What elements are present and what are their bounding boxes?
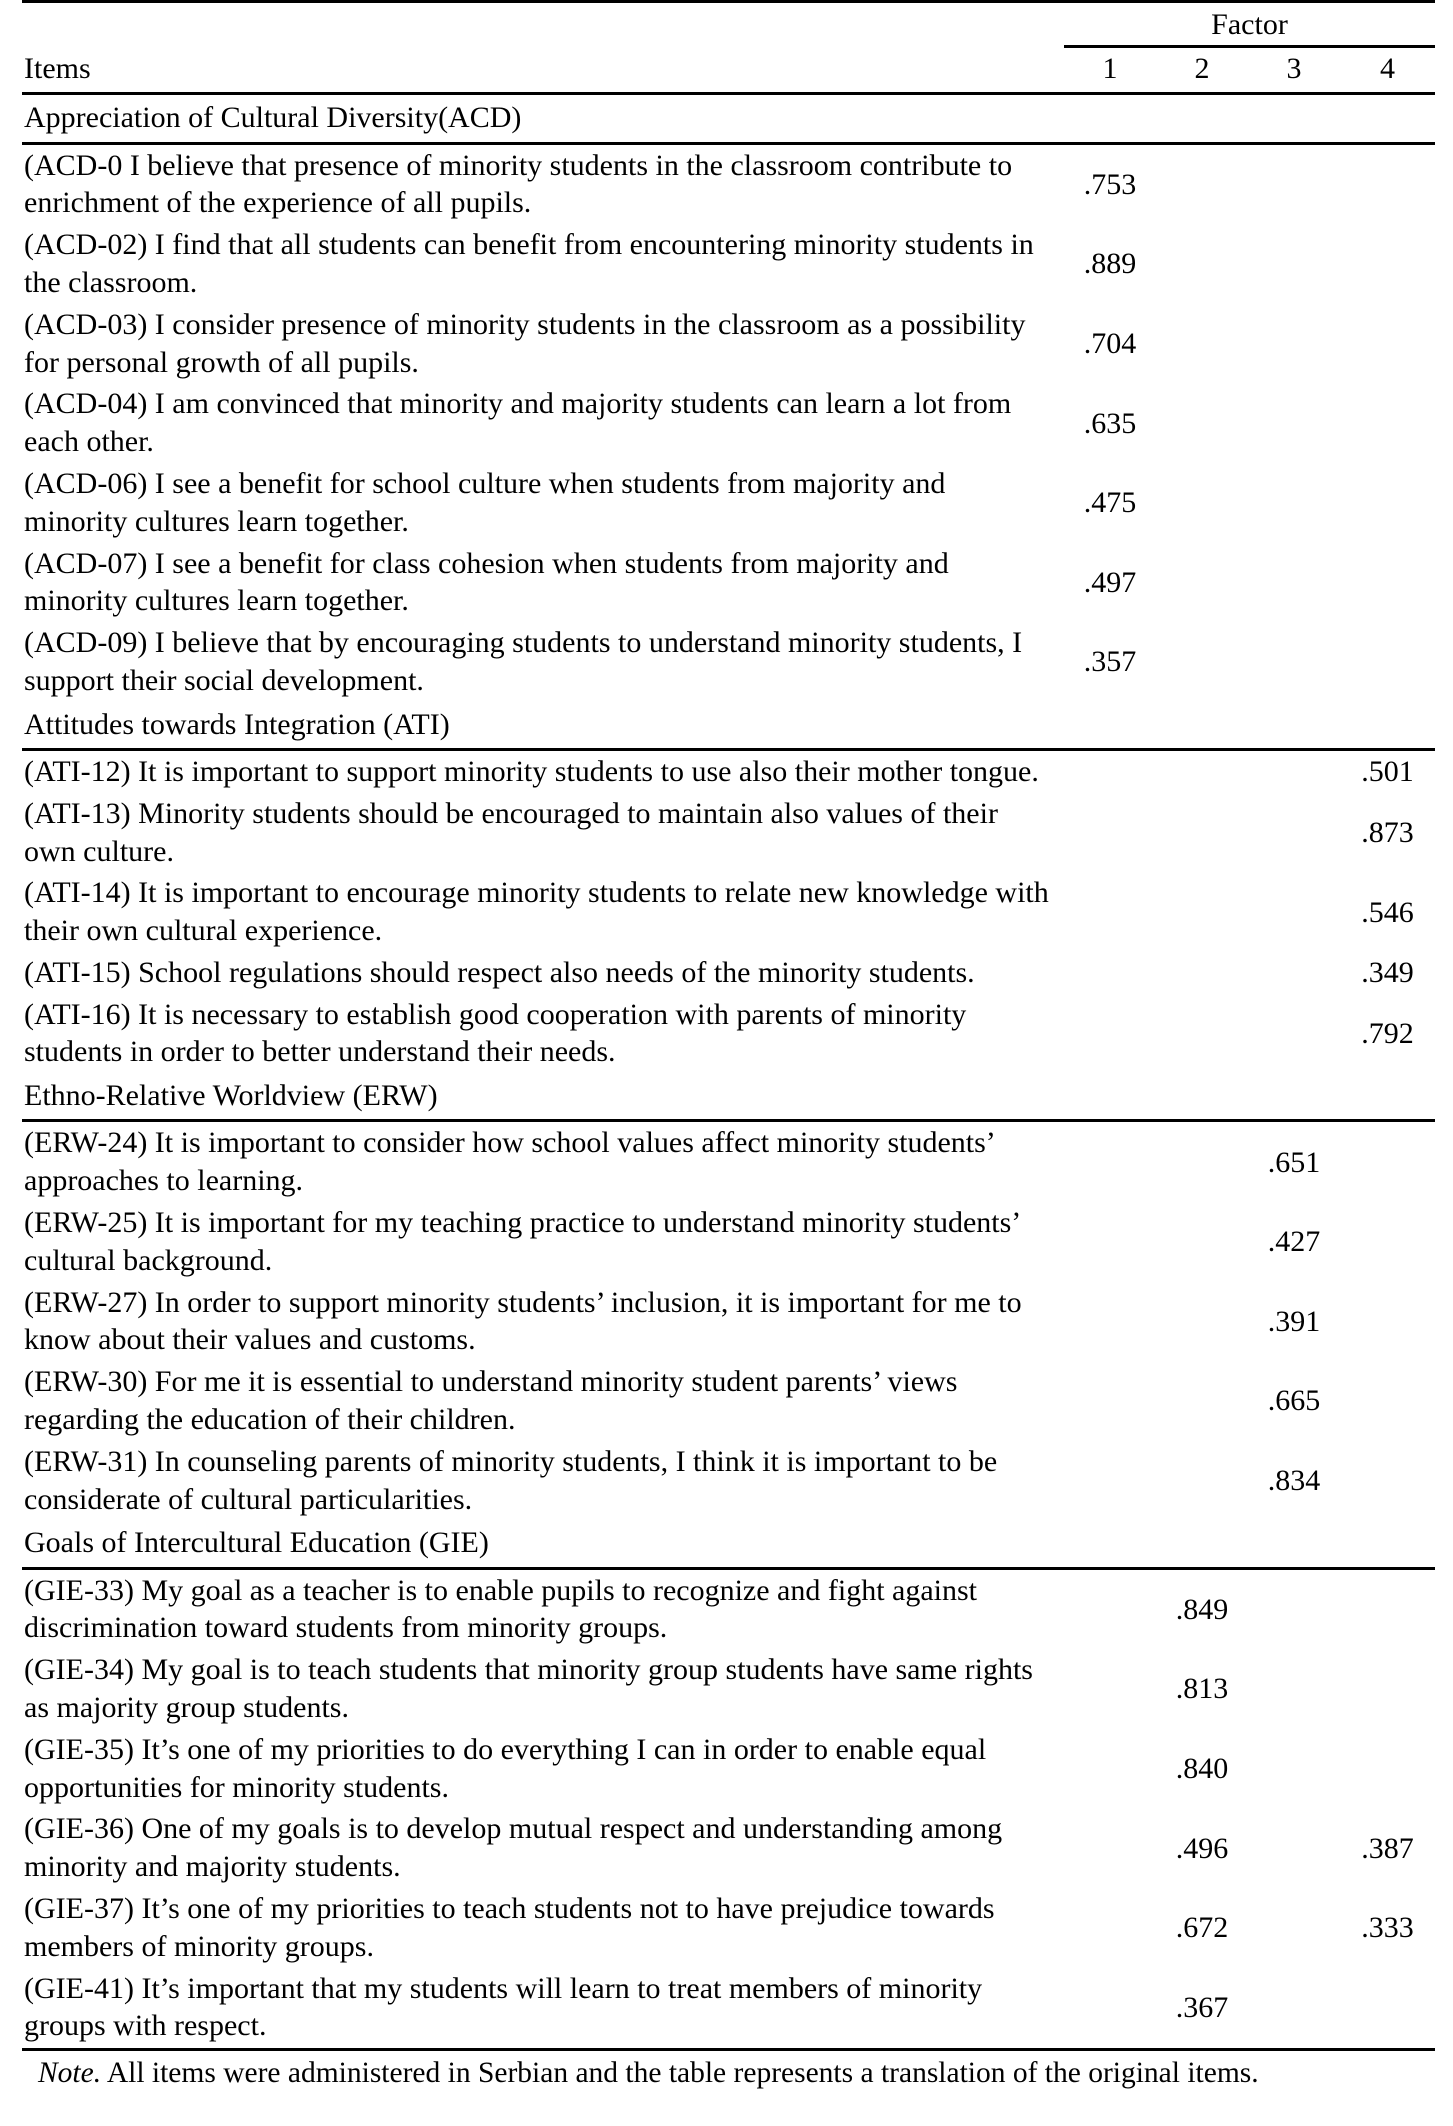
factor-loadings-table [22,0,1435,2051]
section-title: Attitudes towards Integration (ATI) [22,702,1435,750]
item-statement: (ATI-15) School regulations should respect also needs of the minority students. [24,955,975,989]
loading-value-factor-1 [1064,994,1156,1074]
factor-column-header-2: 2 [1156,47,1248,94]
loading-value-factor-1: .497 [1083,565,1137,599]
loading-value-factor-3 [1248,1968,1340,2050]
section-heading-row [22,94,1435,143]
loading-value-factor-3 [1248,1729,1340,1809]
section-heading-row [22,1073,1435,1121]
loading-value-factor-4 [1340,143,1435,224]
section-heading-row [22,1520,1435,1568]
loading-value-factor-3 [1248,543,1340,623]
loading-value-factor-1: .357 [1083,645,1137,679]
item-statement: (GIE-35) It’s one of my priorities to do everything I can in order to enable equal opportunities for minority students. [24,1732,987,1804]
loading-value-factor-2 [1156,143,1248,224]
loading-value-factor-2 [1156,1361,1248,1441]
item-statement: (GIE-37) It’s one of my priorities to teach students not to have prejudice towards members of minority groups. [24,1892,995,1963]
table-row [22,749,1435,792]
loading-value-factor-1 [1064,1568,1156,1649]
section-title: Appreciation of Cultural Diversity(ACD) [22,94,1435,143]
items-column-header: Items [22,47,1064,94]
item-statement: (ERW-25) It is important for my teaching practice to understand minority students’ cultural background. [24,1206,1020,1277]
loading-value-factor-2: .813 [1175,1672,1229,1706]
factor-group-label: Factor [1064,3,1435,47]
loading-value-factor-4 [1340,1968,1435,2050]
table-note [22,2051,1435,2091]
loading-value-factor-2 [1156,304,1248,384]
section-heading-row [22,702,1435,750]
table-row [22,1808,1435,1888]
table-row [22,1121,1435,1202]
loading-value-factor-3 [1248,872,1340,952]
loading-value-factor-2 [1156,872,1248,952]
table-row [22,1649,1435,1729]
item-statement: (GIE-34) My goal is to teach students that minority group students have same rights as majority group students. [24,1653,1033,1725]
table-row [22,994,1435,1074]
loading-value-factor-3 [1248,1568,1340,1649]
loading-value-factor-3 [1248,994,1340,1074]
note-text: All items were administered in Serbian and the table represents a translation of the original items. [101,2057,1259,2090]
loading-value-factor-3: .391 [1267,1304,1321,1338]
loading-value-factor-1 [1064,749,1156,792]
loading-value-factor-4: .333 [1361,1911,1414,1945]
loading-value-factor-4 [1340,543,1435,623]
table-row [22,1968,1435,2050]
loading-value-factor-3 [1248,1888,1340,1968]
item-statement: (ACD-07) I see a benefit for class cohesion when students from majority and minority cultures learn together. [24,546,949,618]
loading-value-factor-3: .834 [1267,1464,1321,1498]
note-prefix: Note. [38,2057,102,2090]
loading-value-factor-4: .387 [1361,1831,1414,1865]
loading-value-factor-3 [1248,224,1340,304]
table-row [22,543,1435,623]
loading-value-factor-1: .475 [1083,486,1137,520]
loading-value-factor-2 [1156,622,1248,702]
item-statement: (ATI-13) Minority students should be encouraged to maintain also values of their own culture. [24,796,998,868]
loading-value-factor-1 [1064,1361,1156,1441]
loading-value-factor-1 [1064,1441,1156,1521]
loading-value-factor-3 [1248,143,1340,224]
loading-value-factor-4 [1340,1121,1435,1202]
loading-value-factor-1: .753 [1083,167,1137,201]
loading-value-factor-2: .840 [1175,1752,1229,1786]
table-row [22,872,1435,952]
loading-value-factor-1 [1064,1968,1156,2050]
loading-value-factor-4 [1340,224,1435,304]
loading-value-factor-4 [1340,1202,1435,1282]
loading-value-factor-1 [1064,1649,1156,1729]
loading-value-factor-3: .651 [1267,1145,1321,1179]
loading-value-factor-3 [1248,383,1340,463]
loading-value-factor-1 [1064,1808,1156,1888]
loading-value-factor-3 [1248,1808,1340,1888]
section-title: Ethno-Relative Worldview (ERW) [22,1073,1435,1121]
loading-value-factor-1 [1064,952,1156,994]
loading-value-factor-4 [1340,1729,1435,1809]
loading-value-factor-4 [1340,1568,1435,1649]
header-spacer [22,3,1064,47]
table-row [22,622,1435,702]
loading-value-factor-3 [1248,1649,1340,1729]
item-statement: (ERW-30) For me it is essential to understand minority student parents’ views regarding the education of their children. [24,1365,958,1437]
table-row [22,1361,1435,1441]
table-row [22,224,1435,304]
loading-value-factor-2 [1156,224,1248,304]
loading-value-factor-1 [1064,1729,1156,1809]
item-statement: (ATI-12) It is important to support minority students to use also their mother tongue. [24,754,1039,788]
loading-value-factor-2 [1156,749,1248,792]
table-row [22,143,1435,224]
loading-value-factor-2 [1156,543,1248,623]
loading-value-factor-1: .889 [1083,247,1137,281]
item-statement: (ERW-24) It is important to consider how school values affect minority students’ approaches to learning. [24,1126,994,1198]
loading-value-factor-2: .672 [1175,1911,1229,1945]
loading-value-factor-2 [1156,383,1248,463]
table-row [22,1568,1435,1649]
section-title: Goals of Intercultural Education (GIE) [22,1520,1435,1568]
table-row [22,1441,1435,1521]
loading-value-factor-2 [1156,793,1248,873]
loading-value-factor-4 [1340,383,1435,463]
item-statement: (ACD-04) I am convinced that minority and majority students can learn a lot from each other. [24,387,1012,459]
loading-value-factor-3 [1248,622,1340,702]
loading-value-factor-3 [1248,463,1340,543]
item-statement: (ERW-31) In counseling parents of minority students, I think it is important to be considerate of cultural particularities. [24,1444,998,1516]
loading-value-factor-2 [1156,994,1248,1074]
loading-value-factor-4 [1340,1361,1435,1441]
loading-value-factor-4: .873 [1361,815,1414,849]
loading-value-factor-4 [1340,304,1435,384]
loading-value-factor-1 [1064,793,1156,873]
factor-column-header-1: 1 [1064,47,1156,94]
table-row [22,1282,1435,1362]
item-statement: (ACD-0 I believe that presence of minority students in the classroom contribute to enrichment of the experience of all pupils. [24,148,1013,220]
loading-value-factor-3 [1248,952,1340,994]
loading-value-factor-2: .849 [1175,1592,1229,1626]
loading-value-factor-4 [1340,1441,1435,1521]
loading-value-factor-1: .635 [1083,406,1137,440]
loading-value-factor-4 [1340,1282,1435,1362]
item-statement: (ACD-03) I consider presence of minority students in the classroom as a possibility for personal growth of all pupils. [24,307,1026,379]
loading-value-factor-4: .501 [1361,755,1414,789]
loading-value-factor-4: .349 [1361,956,1414,990]
loading-value-factor-2: .367 [1175,1990,1229,2024]
loading-value-factor-4: .546 [1361,895,1414,929]
factor-column-header-3: 3 [1248,47,1340,94]
column-header-row [22,47,1435,94]
loading-value-factor-3 [1248,749,1340,792]
item-statement: (ATI-16) It is necessary to establish good cooperation with parents of minority students in order to better understand their needs. [24,997,967,1069]
loading-value-factor-2 [1156,952,1248,994]
table-row [22,383,1435,463]
factor-group-header [22,3,1435,47]
item-statement: (ACD-02) I find that all students can benefit from encountering minority students in the classroom. [24,228,1034,299]
loading-value-factor-2 [1156,1282,1248,1362]
loading-value-factor-4 [1340,463,1435,543]
loading-value-factor-4: .792 [1361,1016,1414,1050]
loading-value-factor-1 [1064,872,1156,952]
loading-value-factor-2: .496 [1175,1831,1229,1865]
loading-value-factor-1 [1064,1121,1156,1202]
loading-value-factor-3 [1248,304,1340,384]
loading-value-factor-4 [1340,1649,1435,1729]
item-statement: (GIE-41) It’s important that my students will learn to treat members of minority groups with respect. [24,1971,983,2043]
item-statement: (ATI-14) It is important to encourage minority students to relate new knowledge with their own cultural experience. [24,876,1049,948]
item-statement: (ACD-06) I see a benefit for school culture when students from majority and minority cultures learn together. [24,466,946,538]
loading-value-factor-3 [1248,793,1340,873]
item-statement: (ERW-27) In order to support minority students’ inclusion, it is important for me to know about their values and customs. [24,1285,1022,1357]
loading-value-factor-1 [1064,1202,1156,1282]
table-row [22,304,1435,384]
table-row [22,1888,1435,1968]
loading-value-factor-1: .704 [1083,326,1137,360]
loading-value-factor-2 [1156,1441,1248,1521]
item-statement: (GIE-33) My goal as a teacher is to enable pupils to recognize and fight against discrimination toward students from minority groups. [24,1573,978,1645]
item-statement: (GIE-36) One of my goals is to develop mutual respect and understanding among minority and majority students. [24,1812,1003,1884]
table-row [22,463,1435,543]
loading-value-factor-1 [1064,1282,1156,1362]
loading-value-factor-2 [1156,1202,1248,1282]
table-row [22,1202,1435,1282]
loading-value-factor-3: .665 [1267,1384,1321,1418]
item-statement: (ACD-09) I believe that by encouraging students to understand minority students, I support their social development. [24,626,1023,697]
table-row [22,1729,1435,1809]
loading-value-factor-4 [1340,622,1435,702]
table-row [22,793,1435,873]
loading-value-factor-3: .427 [1267,1225,1321,1259]
loading-value-factor-2 [1156,463,1248,543]
factor-column-header-4: 4 [1340,47,1435,94]
loading-value-factor-1 [1064,1888,1156,1968]
table-row [22,952,1435,994]
loading-value-factor-2 [1156,1121,1248,1202]
